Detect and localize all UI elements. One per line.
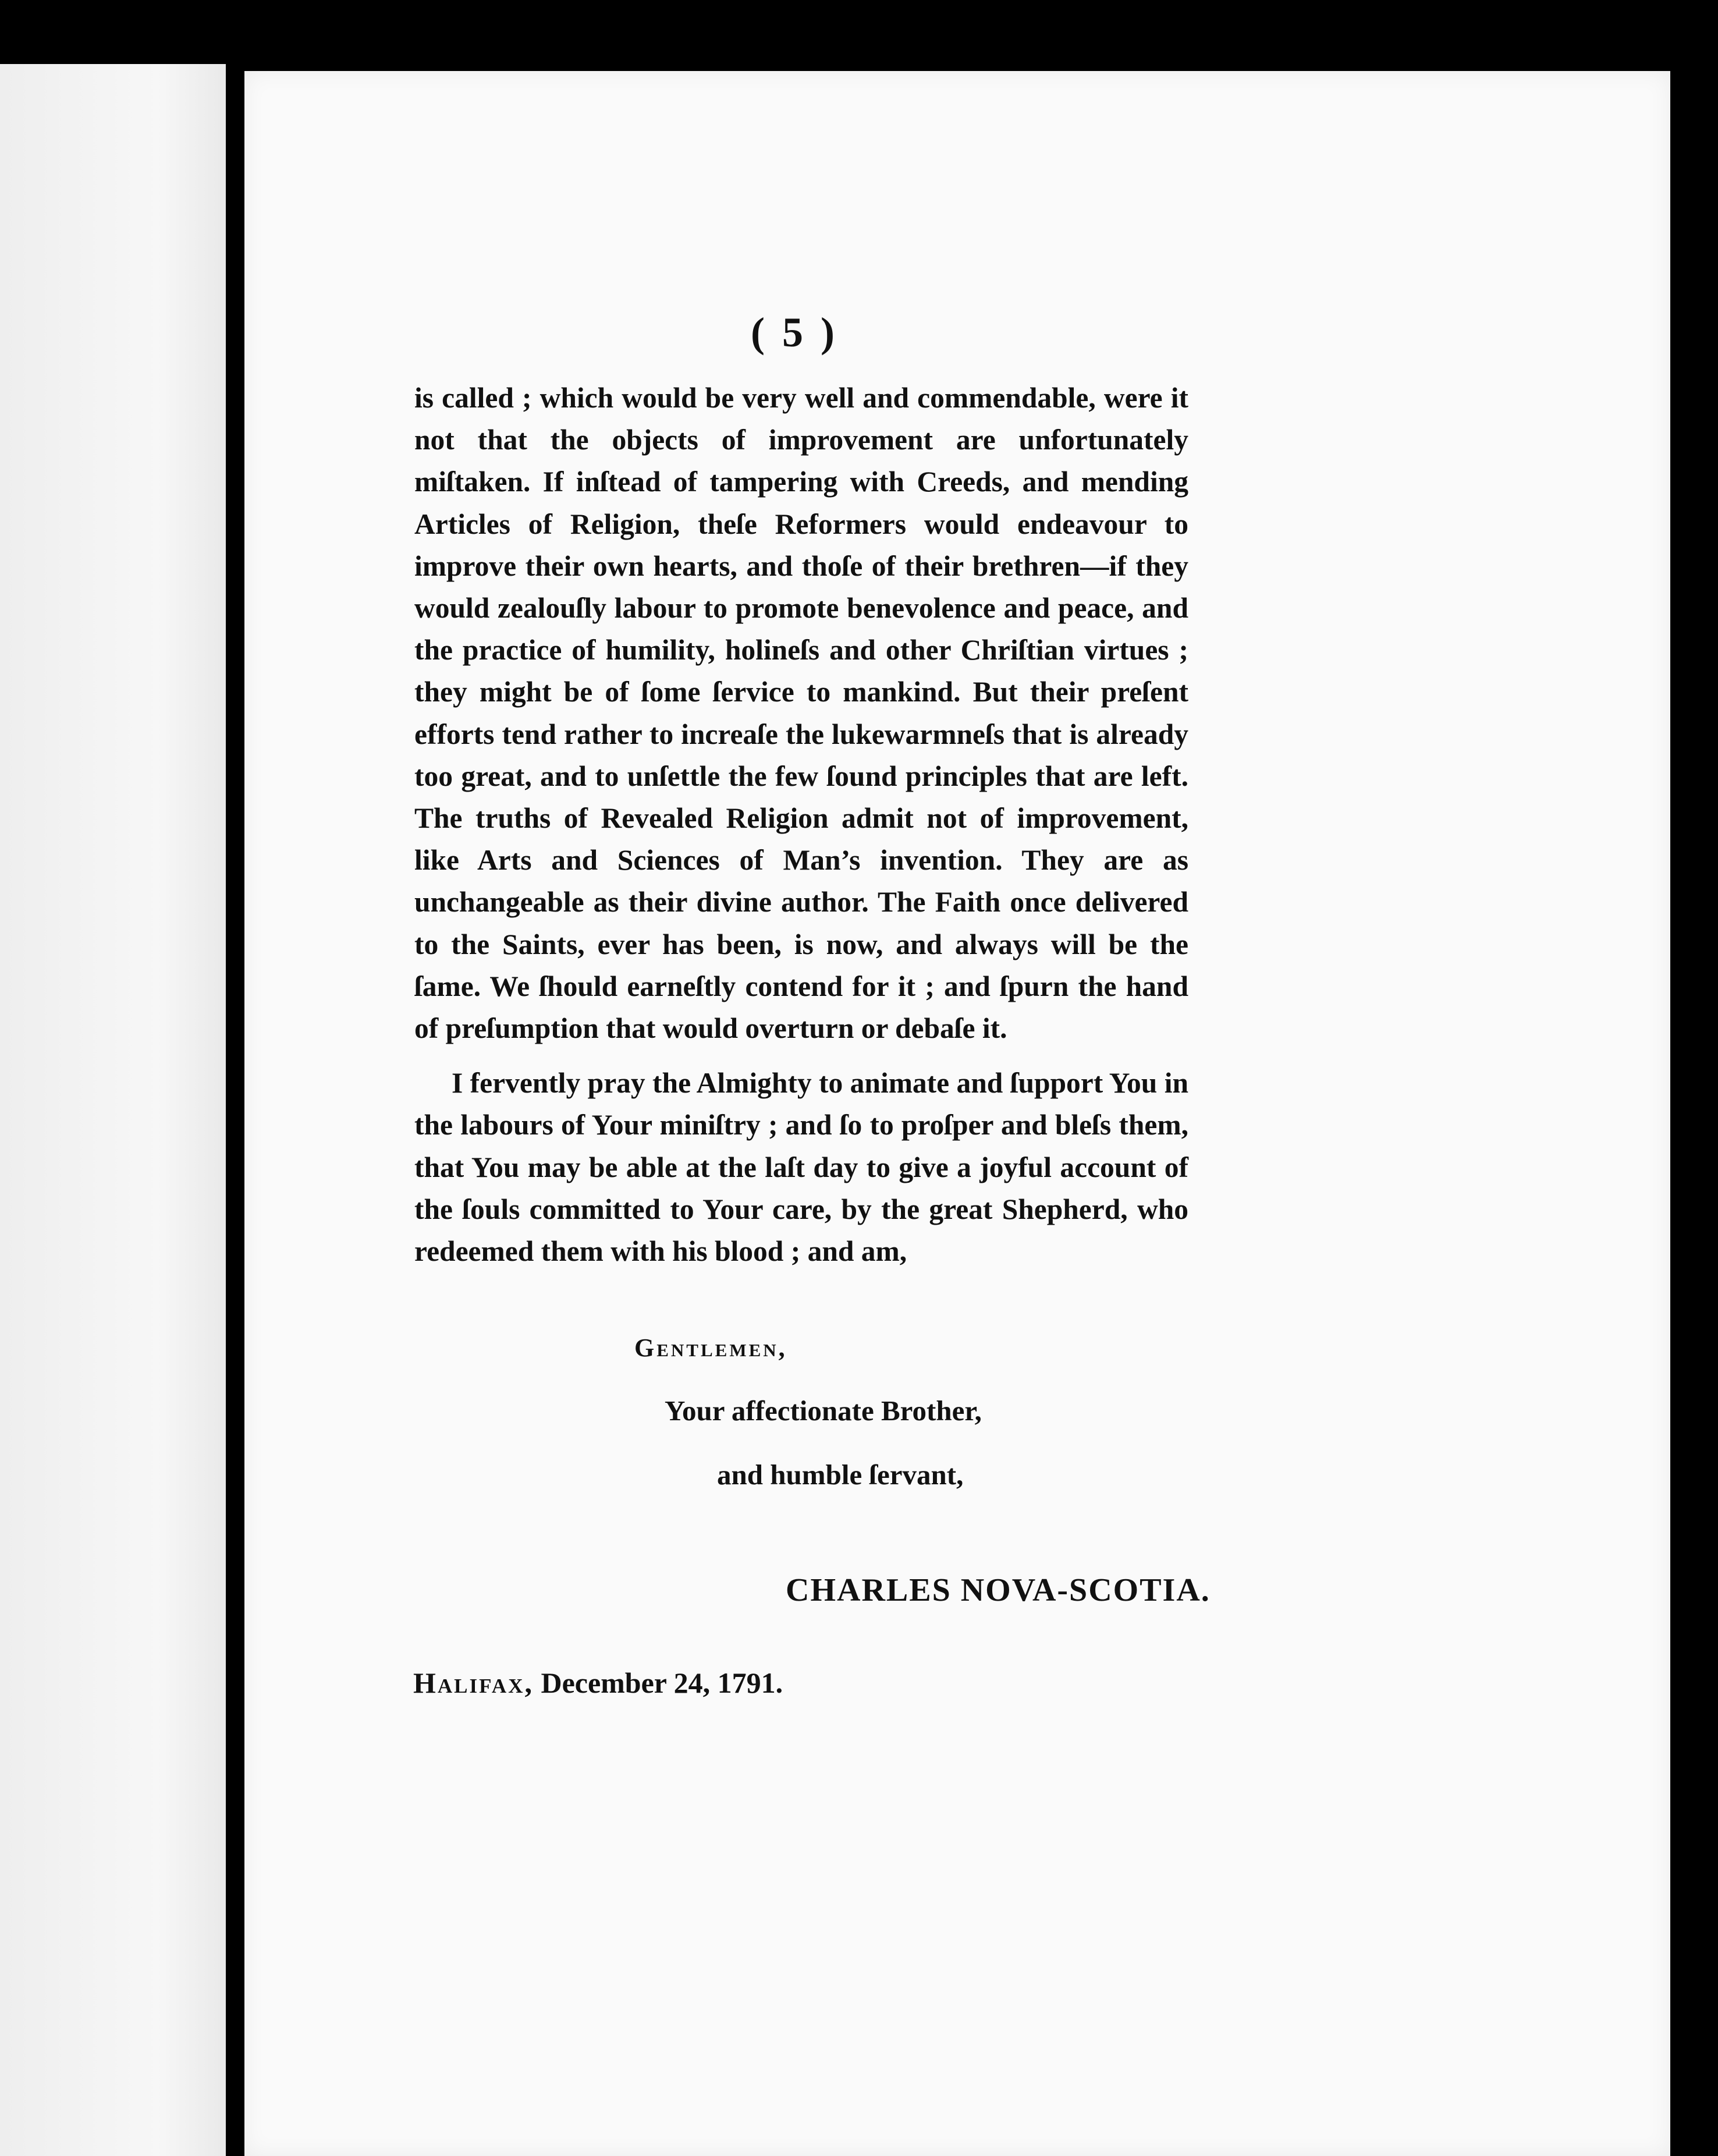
- page-number: ( 5 ): [751, 309, 838, 356]
- dateline-date: December 24, 1791.: [541, 1666, 783, 1699]
- dateline: [413, 1666, 783, 1700]
- dateline-place: Halifax,: [413, 1666, 534, 1699]
- closing-line-2: and humble ſervant,: [717, 1459, 964, 1491]
- signature: CHARLES NOVA-SCOTIA.: [786, 1572, 1211, 1608]
- body-text: [414, 377, 1188, 1272]
- paragraph-2: I fervently pray the Almighty to animate and ſupport You in the labours of Your miniſtry ; and ſo to proſper and bleſs them, that You may be able at the laſt day to give a joyful account of the ſouls committed to Your care, by the great Shepherd, who redeemed them with his blood ; and am,: [414, 1067, 1188, 1268]
- closing-line-1: Your affectionate Brother,: [665, 1395, 982, 1427]
- salutation: Gentlemen,: [634, 1334, 787, 1362]
- facing-page-edge: [0, 64, 226, 2156]
- paragraph-1: is called ; which would be very well and commendable, were it not that the objects of improvement are unfortunately miſtaken. If inſtead of tampering with Creeds, and mending Articles of Religion, theſe Reformers would endeavour to improve their own hearts, and thoſe of their brethren—if they would zealouſly labour to promote benevolence and peace, and the practice of humility, holineſs and other Chriſtian virtues ; they might be of ſome ſervice to mankind. But their preſent efforts tend rather to increaſe the lukewarmneſs that is already too great, and to unſettle the few ſound principles that are left. The truths of Revealed Religion admit not of improvement, like Arts and Sciences of Man’s invention. They are as unchangeable as their divine author. The Faith once delivered to the Saints, ever has been, is now, and always will be the ſame. We ſhould earneſtly contend for it ; and ſpurn the hand of preſumption that would overturn or debaſe it.: [414, 382, 1188, 1045]
